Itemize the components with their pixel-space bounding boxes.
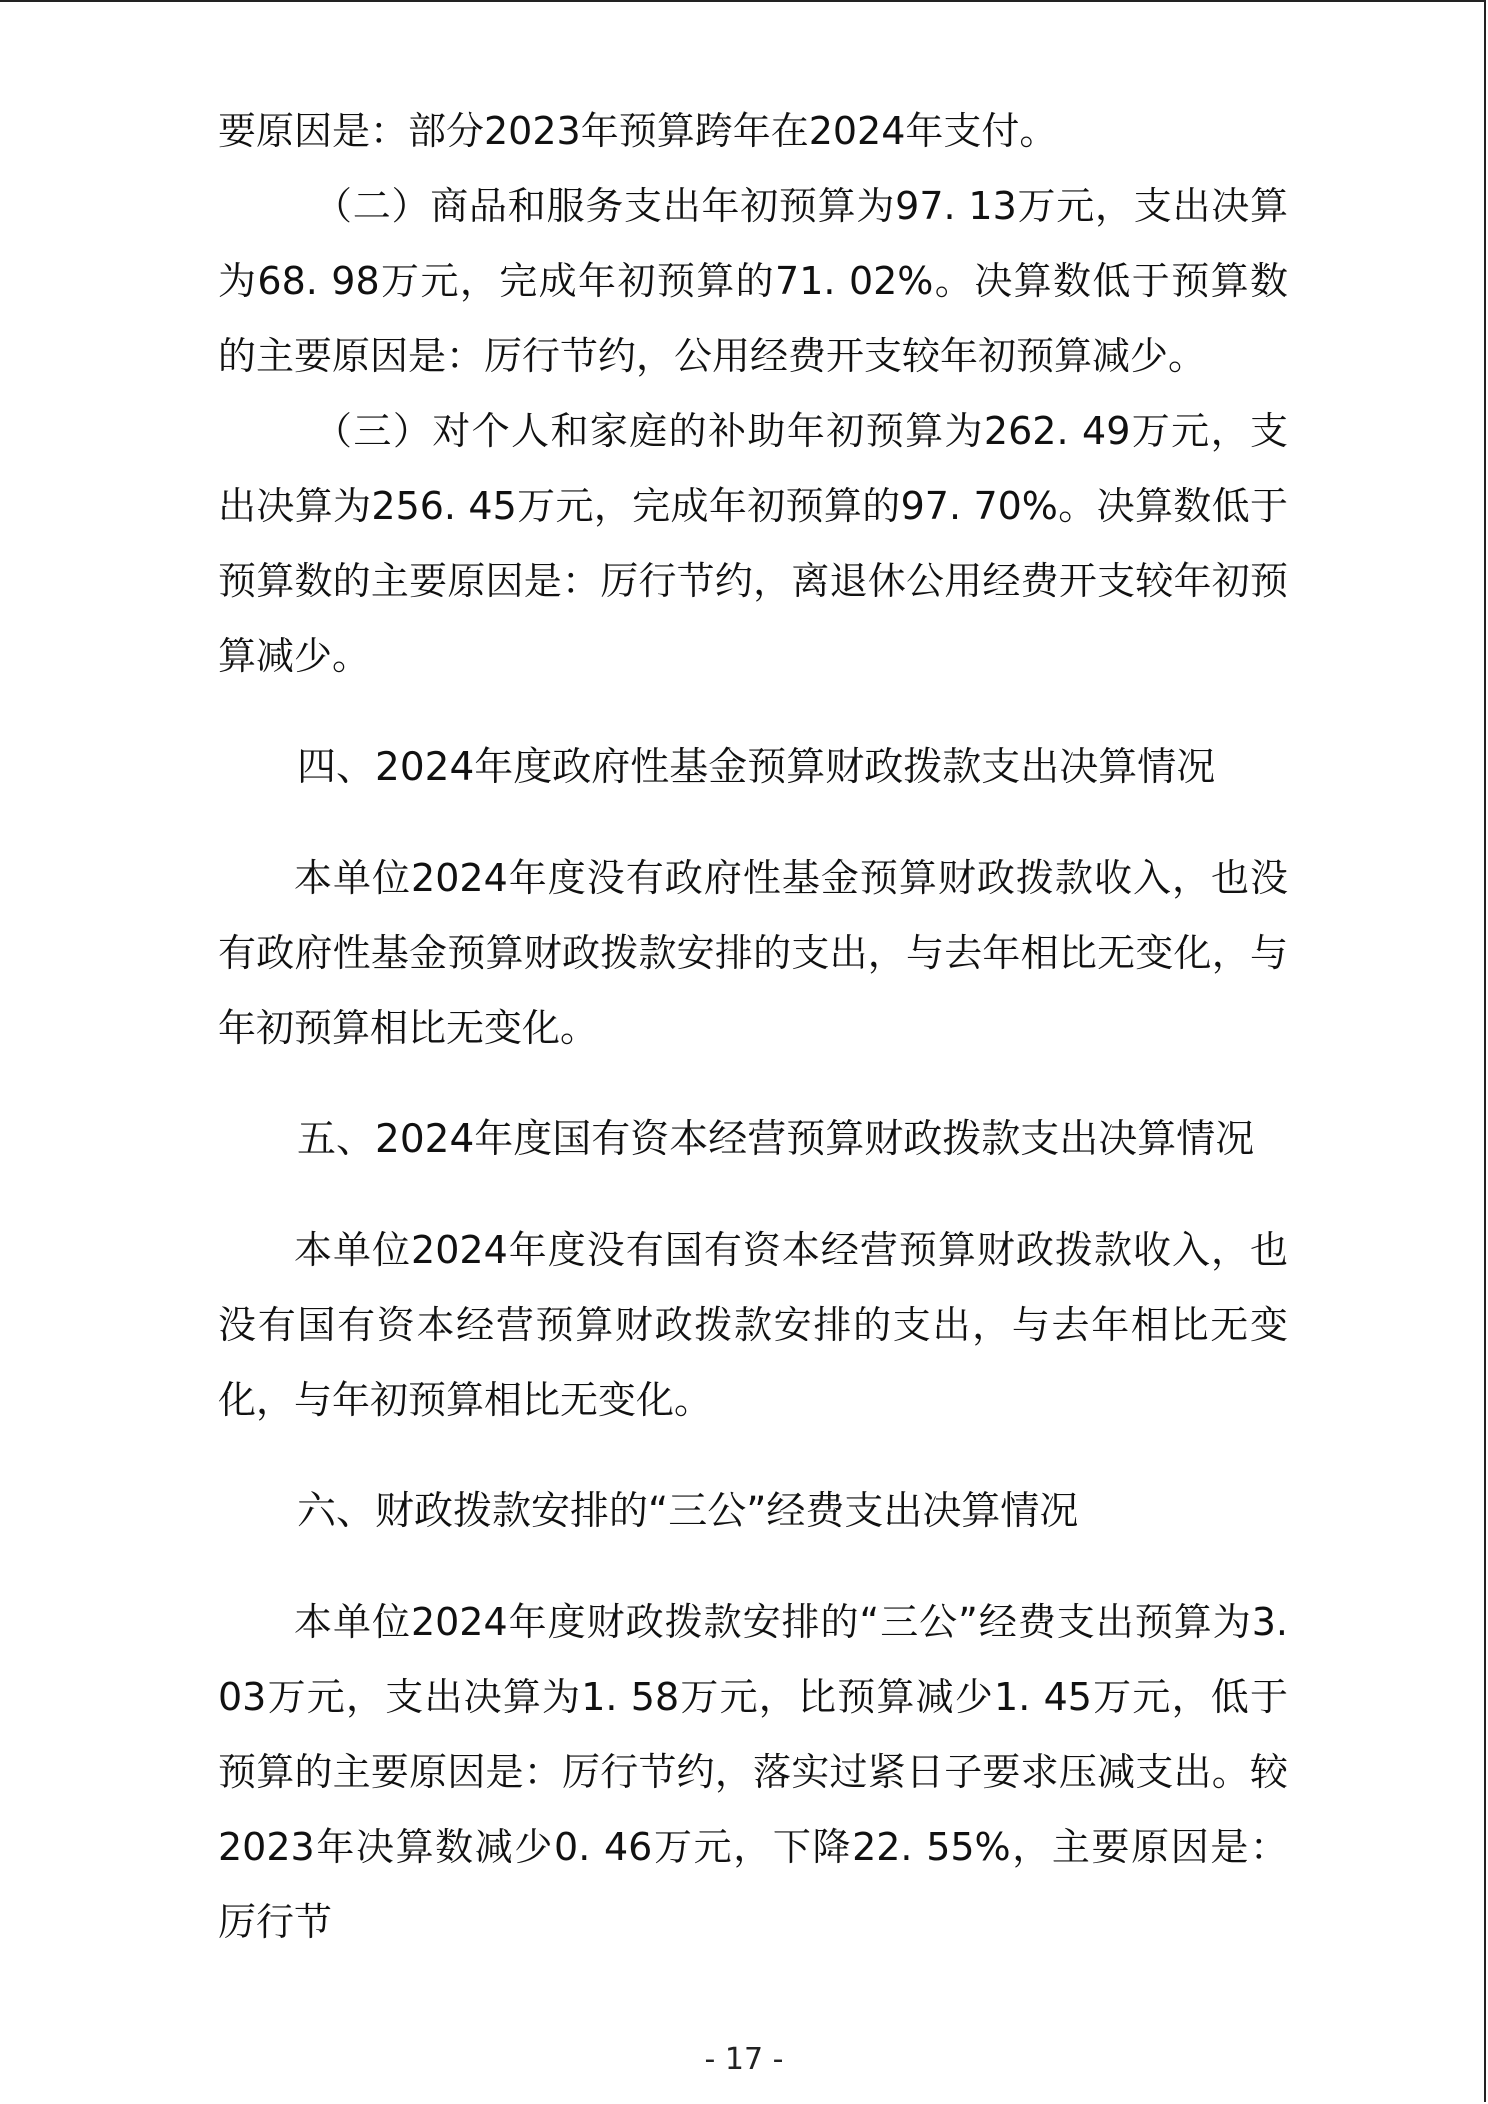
document-body [218,94,1288,1960]
paragraph-government-fund: 本单位2024年度没有政府性基金预算财政拨款收入，也没有政府性基金预算财政拨款安排的支出，与去年相比无变化，与年初预算相比无变化。 [218,856,1288,1050]
page-number: - 17 - [704,2042,784,2077]
section-heading-six: 六、财政拨款安排的“三公”经费支出决算情况 [297,1489,1079,1534]
paragraph-three-public-expenses: 本单位2024年度财政拨款安排的“三公”经费支出预算为3. 03万元，支出决算为1. 58万元，比预算减少1. 45万元，低于预算的主要原因是：厉行节约，落实过紧日子要求压减支出。较2023年决算数减少0. 46万元，下降22. 55%，主要原因是：厉行节 [218,1600,1288,1944]
section-heading-five: 五、2024年度国有资本经营预算财政拨款支出决算情况 [297,1117,1255,1162]
paragraph-continuation: 要原因是：部分2023年预算跨年在2024年支付。 [218,109,1058,153]
paragraph-state-capital: 本单位2024年度没有国有资本经营预算财政拨款收入，也没有国有资本经营预算财政拨款安排的支出，与去年相比无变化，与年初预算相比无变化。 [218,1228,1288,1422]
paragraph-household-subsidy: （三）对个人和家庭的补助年初预算为262. 49万元，支出决算为256. 45万元，完成年初预算的97. 70%。决算数低于预算数的主要原因是：厉行节约，离退休公用经费开支较年初预算减少。 [218,409,1288,678]
paragraph-goods-services: （二）商品和服务支出年初预算为97. 13万元，支出决算为68. 98万元，完成年初预算的71. 02%。决算数低于预算数的主要原因是：厉行节约，公用经费开支较年初预算减少。 [218,184,1288,378]
section-heading-four: 四、2024年度政府性基金预算财政拨款支出决算情况 [297,745,1216,790]
